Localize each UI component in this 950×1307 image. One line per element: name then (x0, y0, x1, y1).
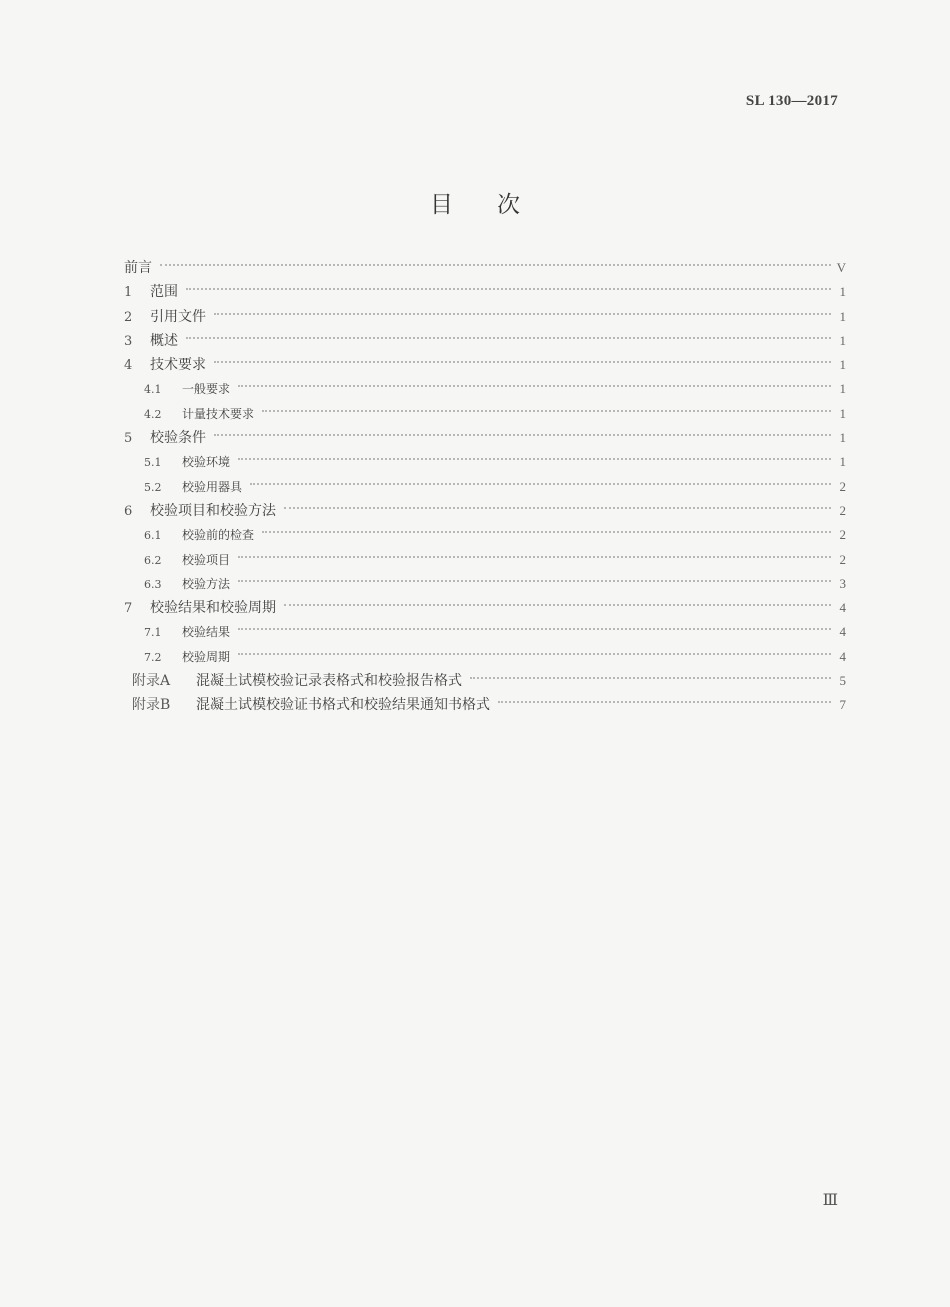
toc-entry[interactable] (124, 572, 846, 596)
toc-entry-page: 2 (839, 551, 846, 567)
toc-entry-number: 6.1 (144, 529, 162, 543)
toc-entry-page: 1 (839, 405, 846, 421)
toc-entry-page: 7 (839, 697, 846, 713)
dot-leader (186, 288, 831, 290)
toc-entry[interactable] (124, 499, 846, 523)
toc-entry-page: 2 (839, 527, 846, 543)
toc-entry-label: 校验环境 (182, 455, 231, 470)
toc-entry-label: 校验周期 (182, 649, 231, 664)
dot-leader (262, 410, 831, 412)
toc-entry[interactable] (124, 548, 846, 572)
toc-entry-page: 1 (839, 381, 846, 397)
toc-entry-label: 技术要求 (150, 357, 206, 374)
toc-entry-page: 1 (839, 284, 846, 300)
toc-entry-page: 1 (839, 454, 846, 470)
toc-entry-page: 5 (839, 673, 846, 689)
toc-entry-page: 3 (839, 575, 846, 591)
toc-entry[interactable] (124, 693, 846, 717)
toc-entry[interactable] (124, 329, 846, 353)
toc-entry-label: 校验用器具 (182, 479, 243, 494)
toc-entry-label: 校验结果和校验周期 (150, 600, 276, 617)
toc-entry-number: 6 (124, 503, 133, 519)
table-of-contents (124, 256, 846, 718)
toc-entry-label: 前言 (124, 260, 152, 276)
toc-entry-page: V (836, 260, 846, 275)
toc-entry[interactable] (124, 669, 846, 693)
toc-entry[interactable] (124, 402, 846, 426)
dot-leader (262, 531, 831, 533)
toc-entry-page: 1 (839, 332, 846, 348)
toc-entry-label: 混凝土试模校验证书格式和校验结果通知书格式 (196, 697, 490, 714)
dot-leader (238, 556, 831, 558)
toc-entry[interactable] (124, 377, 846, 401)
toc-entry-label: 范围 (150, 284, 178, 301)
toc-entry[interactable] (124, 620, 846, 644)
toc-entry-page: 1 (839, 430, 846, 446)
toc-entry-number: 5.2 (144, 480, 162, 494)
dot-leader (250, 483, 831, 485)
toc-entry-label: 校验前的检查 (182, 528, 255, 543)
toc-entry-page: 1 (839, 357, 846, 373)
toc-entry-number: 6.2 (144, 553, 162, 567)
toc-entry-label: 校验项目 (182, 552, 231, 567)
dot-leader (470, 677, 831, 679)
dot-leader (214, 313, 831, 315)
toc-entry-number: 4.2 (144, 407, 162, 421)
toc-entry[interactable] (124, 523, 846, 547)
toc-entry[interactable] (124, 645, 846, 669)
toc-entry-number: 附录B (132, 697, 171, 714)
dot-leader (284, 507, 831, 509)
toc-entry-number: 6.3 (144, 577, 162, 591)
document-code: SL 130—2017 (745, 93, 838, 109)
toc-entry-page: 4 (839, 600, 846, 616)
dot-leader (238, 458, 831, 460)
toc-entry-page: 4 (839, 624, 846, 640)
toc-entry-number: 3 (124, 333, 133, 349)
dot-leader (238, 628, 831, 630)
toc-entry-number: 4 (124, 358, 133, 374)
dot-leader (214, 361, 831, 363)
dot-leader (284, 604, 831, 606)
toc-entry-page: 1 (839, 308, 846, 324)
toc-entry-number: 7.1 (144, 626, 162, 640)
toc-entry-label: 校验结果 (182, 625, 231, 640)
toc-entry-number: 7 (124, 601, 133, 617)
toc-entry[interactable] (124, 475, 846, 499)
toc-entry[interactable] (124, 353, 846, 377)
toc-entry-label: 一般要求 (182, 382, 231, 397)
dot-leader (498, 701, 831, 703)
dot-leader (160, 264, 831, 266)
toc-entry[interactable] (124, 256, 846, 280)
dot-leader (214, 434, 831, 436)
page-number: Ⅲ (822, 1192, 838, 1209)
toc-entry-label: 概述 (150, 332, 178, 349)
toc-entry[interactable] (124, 426, 846, 450)
toc-entry-number: 5.1 (144, 456, 162, 470)
toc-entry-label: 校验项目和校验方法 (150, 502, 276, 519)
toc-entry-label: 校验方法 (182, 576, 231, 591)
dot-leader (238, 580, 831, 582)
toc-entry[interactable] (124, 305, 846, 329)
toc-entry-number: 1 (124, 285, 133, 301)
toc-entry-number: 5 (124, 431, 133, 447)
toc-entry-page: 2 (839, 478, 846, 494)
toc-entry[interactable] (124, 450, 846, 474)
toc-entry-number: 2 (124, 309, 133, 325)
page-title: 目次 (430, 192, 564, 218)
toc-entry-label: 混凝土试模校验记录表格式和校验报告格式 (196, 673, 462, 690)
dot-leader (238, 653, 831, 655)
toc-entry[interactable] (124, 280, 846, 304)
toc-entry-number: 附录A (132, 673, 171, 690)
dot-leader (238, 385, 831, 387)
toc-entry-label: 计量技术要求 (182, 406, 255, 421)
toc-entry-number: 4.1 (144, 383, 162, 397)
toc-entry[interactable] (124, 596, 846, 620)
toc-entry-label: 引用文件 (150, 308, 206, 325)
toc-entry-page: 2 (839, 502, 846, 518)
toc-entry-label: 校验条件 (150, 430, 206, 447)
toc-entry-number: 7.2 (144, 650, 162, 664)
toc-entry-page: 4 (839, 648, 846, 664)
dot-leader (186, 337, 831, 339)
